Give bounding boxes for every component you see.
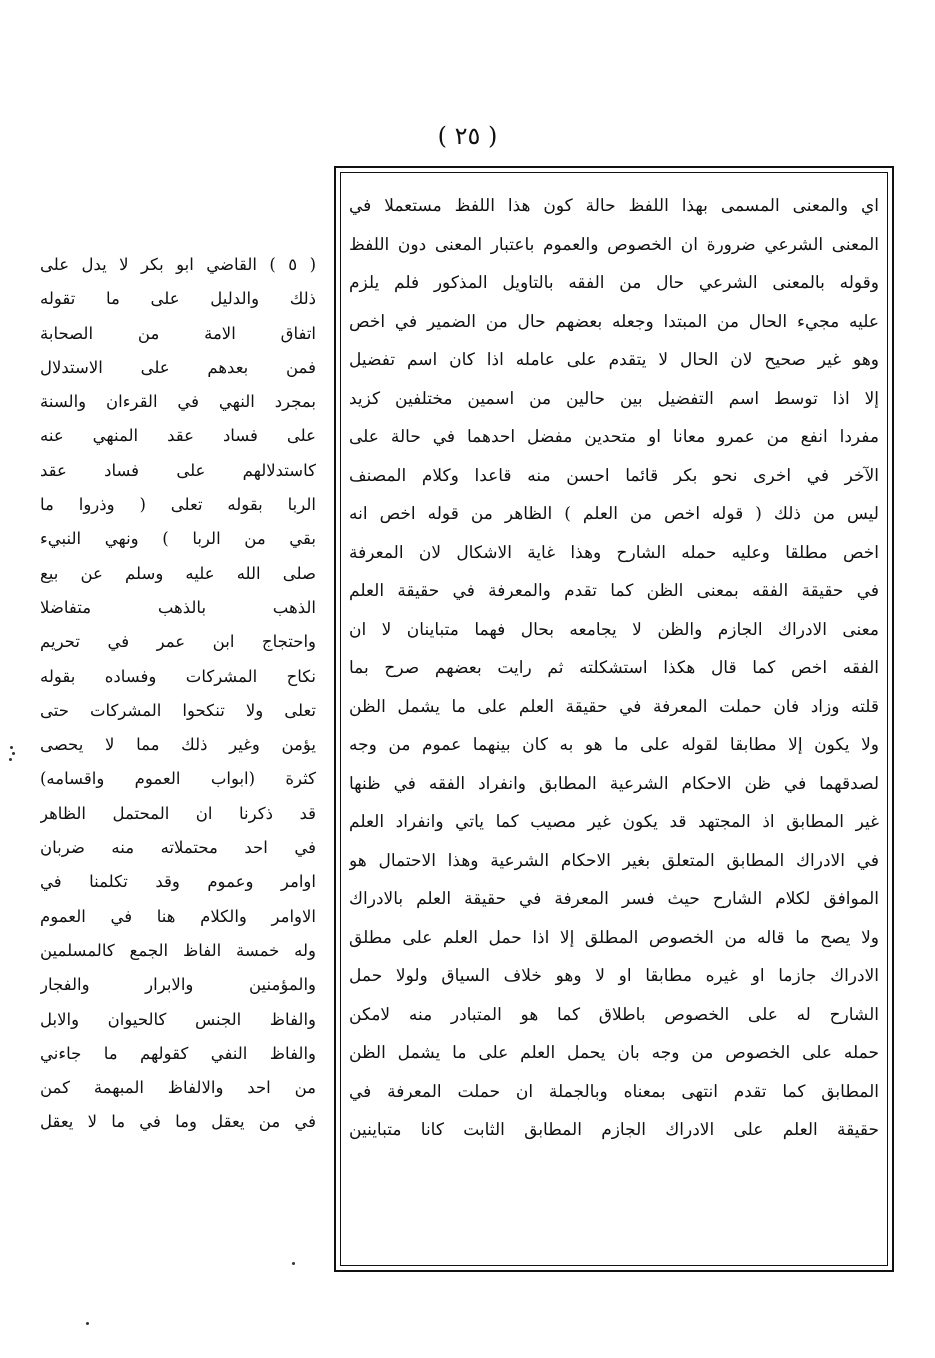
main-line: قلته وزاد فان حملت المعرفة في حقيقة العلم على ما يشمل الظن: [349, 696, 879, 717]
margin-line: ( ٥ ) القاضي ابو بكر لا يدل على: [40, 255, 316, 274]
main-line: ولا يصح ما قاله من الخصوص المطلق إلا اذا حمل العلم على مطلق: [349, 927, 879, 948]
main-line: لصدقهما في ظن الاحكام الشرعية المطابق وانفراد الفقه في ظنها: [349, 773, 879, 794]
main-line: إلا اذا توسط اسم التفضيل بين حالين من اسمين مختلفين كزيد: [349, 388, 879, 409]
margin-line: والفاظ النفي كقولهم ما جاءني: [40, 1043, 316, 1063]
main-line: المعنى الشرعي ضرورة ان الخصوص والعموم باعتبار المعنى دون اللفظ: [349, 234, 879, 255]
scan-speck: [86, 1322, 89, 1325]
margin-line: كثرة (ابواب العموم واقسامه): [40, 769, 316, 789]
main-line: حقيقة العلم على الادراك الجازم المطابق الثابت كانا متباينين: [349, 1120, 879, 1140]
main-text-inner-border: [340, 172, 888, 1266]
main-line: وقوله بالمعنى الشرعي حال من الفقه بالتاويل المذكور فلم يلزم: [349, 273, 879, 293]
margin-line: في احد محتملاته منه ضربان: [40, 838, 316, 858]
margin-line: الربا بقوله تعلى ( وذروا ما: [40, 495, 316, 515]
main-line: ليس من ذلك ( قوله اخص من العلم ) الظاهر من قوله اخص انه: [349, 504, 879, 524]
margin-line: فمن بعدهم على الاستدلال: [40, 357, 316, 377]
margin-line: يؤمن وغير ذلك مما لا يحصى: [40, 735, 316, 755]
margin-notes: [40, 248, 316, 1140]
margin-line: بقي من الربا ) ونهي النبيء: [40, 529, 316, 549]
margin-line: اوامر وعموم وقد تكلمنا في: [40, 872, 316, 892]
main-text-frame: [334, 166, 894, 1272]
main-line: وهو غير صحيح لان الحال لا يتقدم على عامله اذا كان اسم تفضيل: [349, 350, 879, 370]
main-line: مفردا انفع من عمرو معانا او متحدين مفضل احدهما في حالة على: [349, 427, 879, 447]
main-line: غير المطابق اذ المجتهد قد يكون غير مصيب كما ياتي وانفراد العلم: [349, 812, 879, 832]
main-line: اي والمعنى المسمى بهذا اللفظ حالة كون هذا اللفظ مستعملا في: [349, 196, 879, 216]
scan-speck: [10, 746, 13, 749]
main-line: الفقه اخص كما قال هكذا استشكلته ثم رايت بعضهم صرح بما: [349, 658, 879, 678]
margin-line: بمجرد النهي في القرءان والسنة: [40, 392, 316, 412]
margin-line: الاوامر والكلام هنا في العموم: [40, 906, 316, 926]
margin-line: تعلى ولا تنكحوا المشركات حتى: [40, 700, 316, 720]
margin-line: الذهب بالذهب متفاضلا: [40, 597, 316, 617]
margin-line: من احد والالفاظ المبهمة كمن: [40, 1078, 316, 1098]
main-line: الآخر في اخرى نحو بكر قائما احسن منه قاعدا وكلام المصنف: [349, 465, 879, 486]
main-line: حمله على الخصوص من وجه بان يحمل العلم على ما يشمل الظن: [349, 1043, 879, 1063]
page-number: ( ٢٥ ): [437, 122, 498, 150]
main-line: في الادراك المطابق المتعلق بغير الاحكام الشرعية وهذا الاحتمال هو: [349, 850, 879, 871]
margin-line: قد ذكرنا ان المحتمل الظاهر: [40, 803, 316, 823]
main-line: الموافق لكلام الشارح حيث فسر المعرفة في حقيقة العلم بالادراك: [349, 889, 879, 909]
main-line: في حقيقة الفقه بمعنى الظن كما تقدم والمعرفة في حقيقة العلم: [349, 581, 879, 601]
margin-line: والمؤمنين والابرار والفجار: [40, 975, 316, 995]
main-text: [349, 187, 879, 1150]
margin-line: في من يعقل وما في ما لا يعقل: [40, 1112, 316, 1132]
margin-line: والفاظ الجنس كالحيوان والابل: [40, 1009, 316, 1029]
margin-line: اتفاق الامة من الصحابة: [40, 323, 316, 343]
margin-line: نكاح المشركات وفساده بقوله: [40, 666, 316, 686]
main-line: معنى الادراك الجازم والظن لا يجامعه بحال فهما متباينان لا ان: [349, 619, 879, 640]
margin-line: صلى الله عليه وسلم عن بيع: [40, 563, 316, 583]
margin-line: واحتجاج ابن عمر في تحريم: [40, 632, 316, 652]
main-line: الادراك جازما او غيره مطابقا او لا وهو خلاف السياق ولولا حمل: [349, 966, 879, 986]
scan-speck: [9, 758, 12, 761]
margin-line: كاستدلالهم على فساد عقد: [40, 460, 316, 480]
margin-line: ذلك والدليل على ما تقوله: [40, 289, 316, 309]
main-line: المطابق كما تقدم انتهى بمعناه وبالجملة ان حملت المعرفة في: [349, 1081, 879, 1102]
scan-speck: [12, 752, 15, 755]
main-line: اخص مطلقا وعليه حمله الشارح وهذا غاية الاشكال لان المعرفة: [349, 542, 879, 563]
main-line: عليه مجيء الحال من المبتدا وجعله بعضهم حال من الضمير في اخص: [349, 311, 879, 332]
main-line: ولا يكون إلا مطابقا لقوله على ما هو به كان بينهما عموم من وجه: [349, 735, 879, 755]
scan-speck: [292, 1262, 295, 1265]
main-line: الشارح له على الخصوص باطلاق كما هو المتبادر منه لامكن: [349, 1004, 879, 1025]
margin-line: وله خمسة الفاظ الجمع كالمسلمين: [40, 940, 316, 960]
margin-line: على فساد عقد المنهي عنه: [40, 426, 316, 446]
